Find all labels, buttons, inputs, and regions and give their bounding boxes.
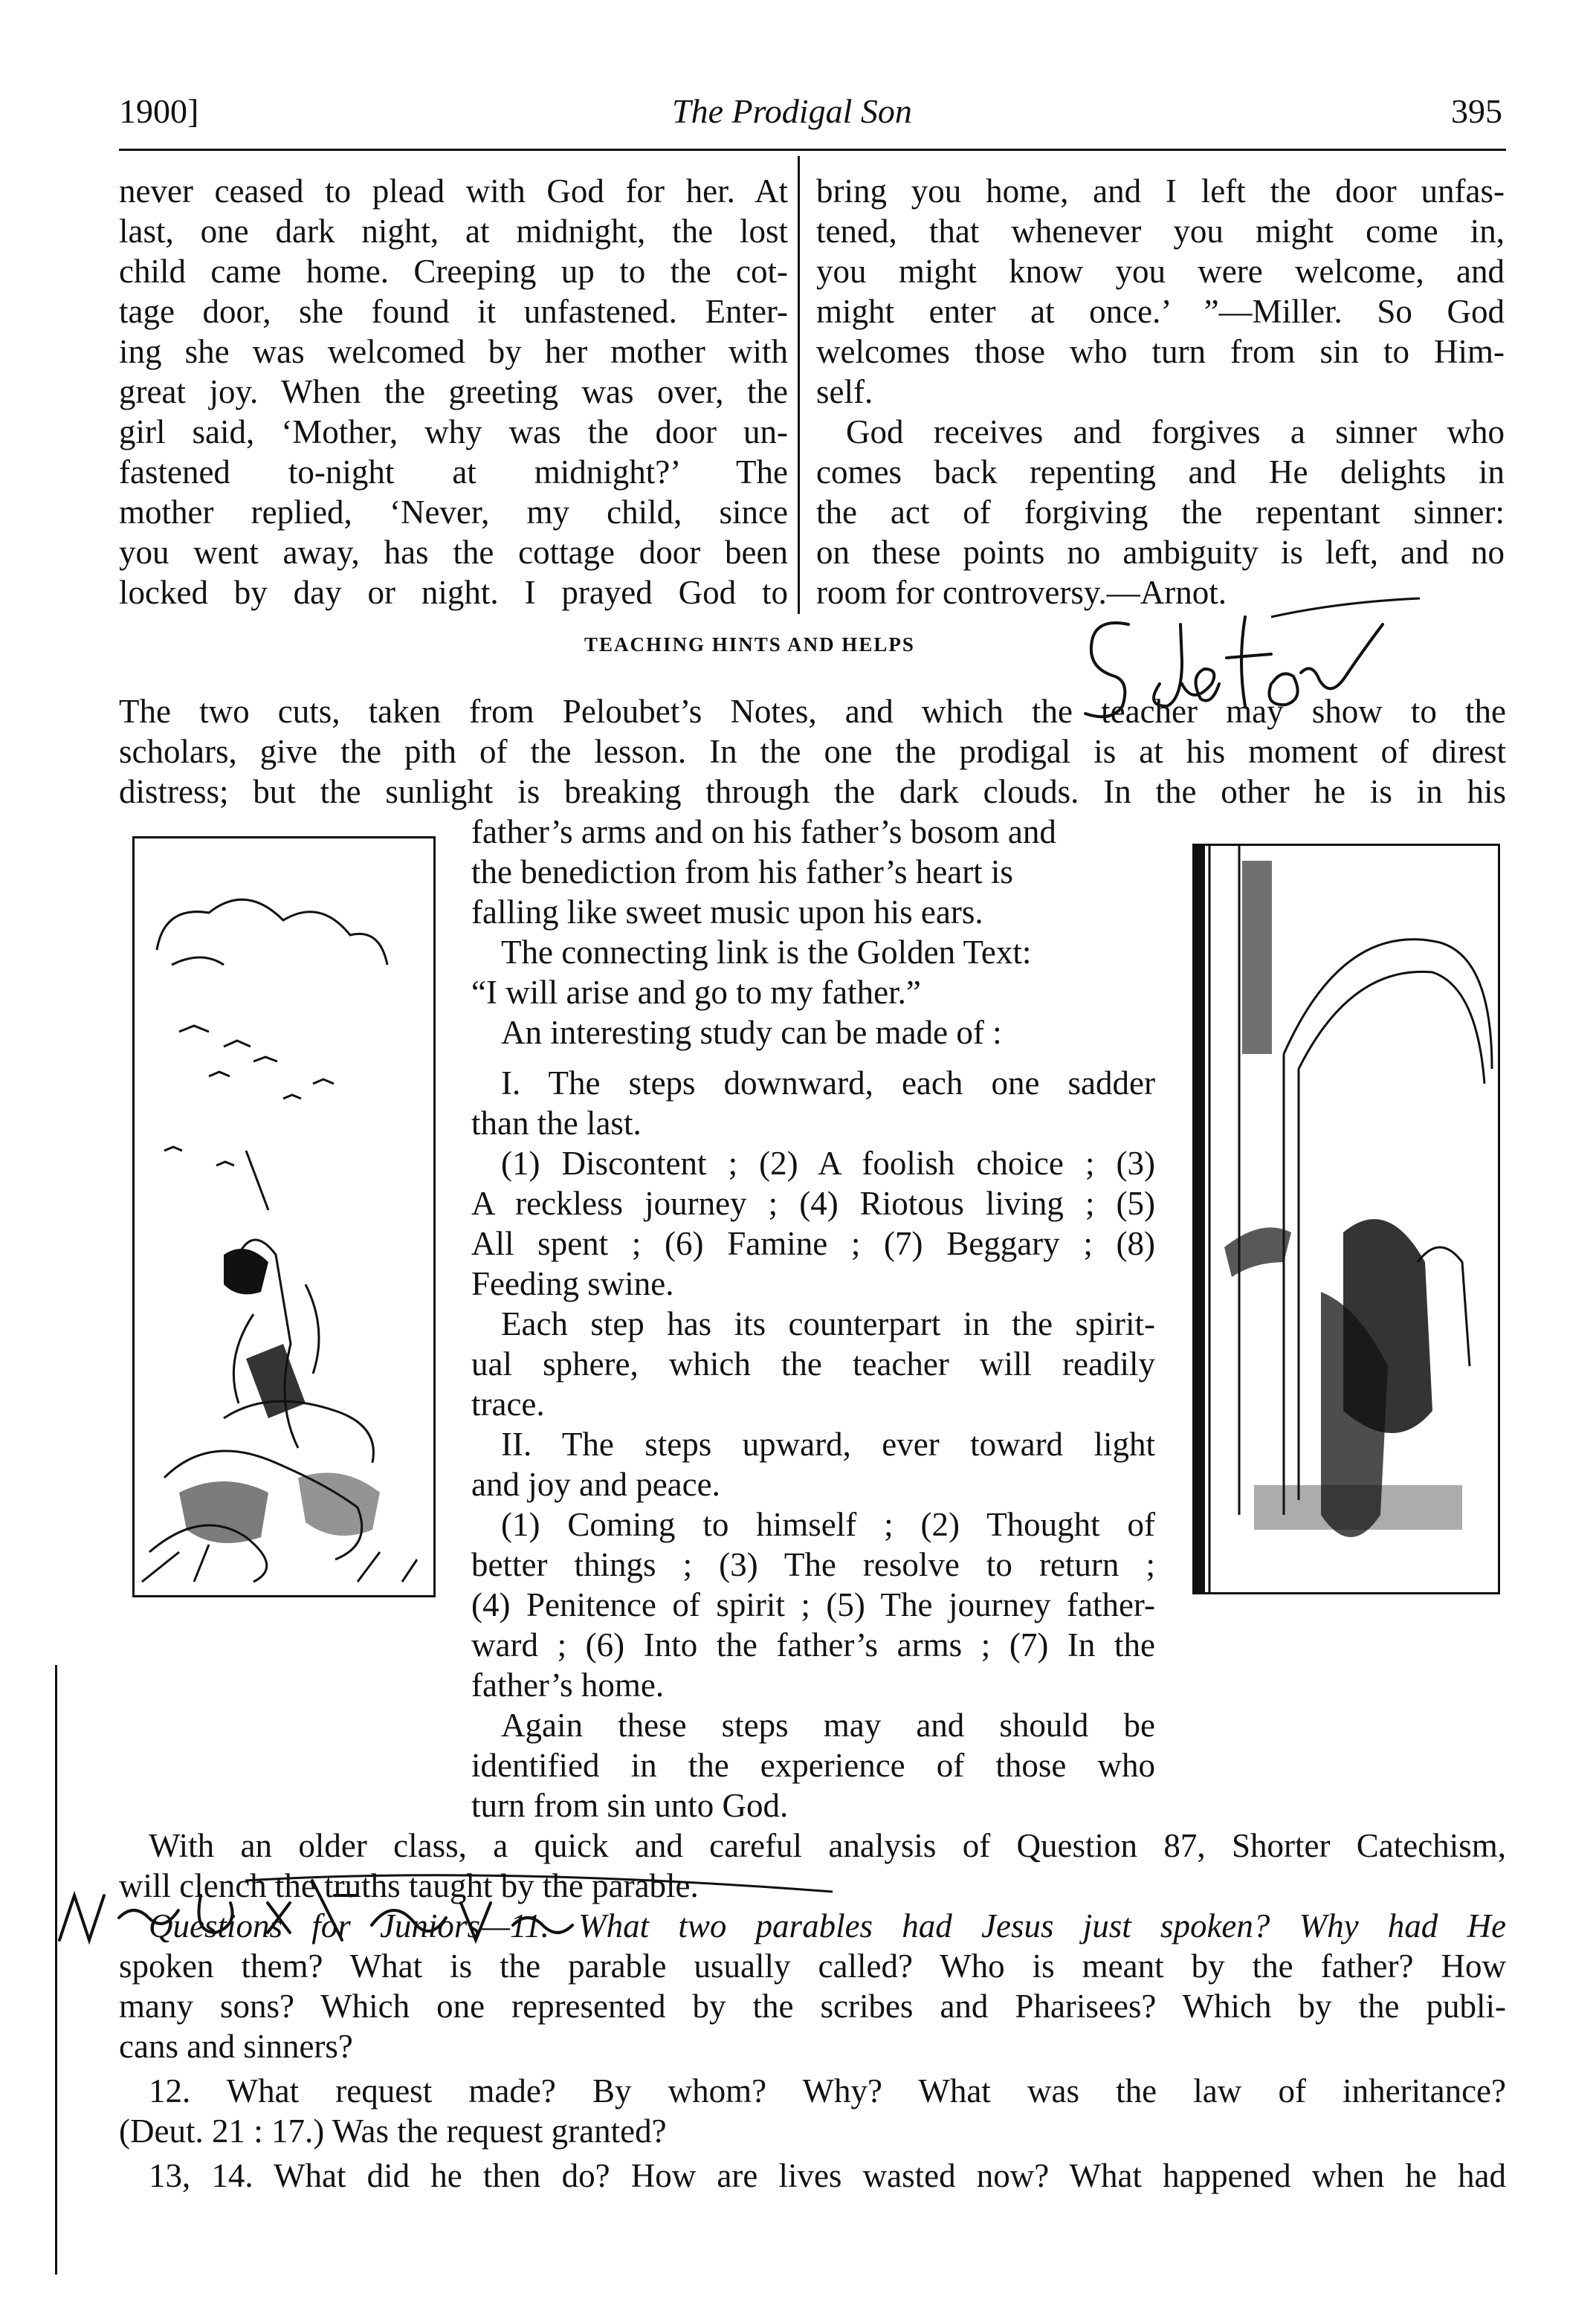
center-line: II. The steps upward, ever toward light <box>501 1426 1155 1463</box>
right-column-line: the act of forgiving the repentant sinner: <box>816 494 1505 531</box>
page-number: 395 <box>1451 92 1502 130</box>
right-column-line: on these points no ambiguity is left, and no <box>816 534 1505 571</box>
swineherd-drawing <box>135 838 433 1595</box>
left-column-line: last, one dark night, at midnight, the lost <box>119 213 788 250</box>
running-header-title: The Prodigal Son <box>672 92 912 130</box>
center-line: father’s home. <box>471 1666 665 1704</box>
center-line: An interesting study can be made of : <box>501 1014 1002 1051</box>
bottom-line: Questions for Juniors—11. What two parables had Jesus just spoken? Why had He <box>149 1907 1506 1944</box>
center-line: “I will arise and go to my father.” <box>471 974 921 1011</box>
right-column-line: tened, that whenever you might come in, <box>816 213 1505 250</box>
running-header-year: 1900] <box>119 92 199 130</box>
center-line: ward ; (6) Into the father’s arms ; (7) In the <box>471 1626 1155 1664</box>
right-column-line: bring you home, and I left the door unfas- <box>816 172 1505 210</box>
center-line: identified in the experience of those who <box>471 1747 1155 1784</box>
center-line: Feeding swine. <box>471 1265 674 1302</box>
center-line: Each step has its counterpart in the spirit- <box>501 1305 1155 1342</box>
left-column-line: ing she was welcomed by her mother with <box>119 333 788 370</box>
right-column-line: self. <box>816 373 873 410</box>
left-column-line: girl said, ‘Mother, why was the door un- <box>119 413 788 450</box>
prodigal-swine-illustration <box>132 836 436 1597</box>
left-column-line: mother replied, ‘Never, my child, since <box>119 494 788 531</box>
right-column-line: might enter at once.’ ”—Miller. So God <box>816 293 1505 330</box>
left-column-line: never ceased to plead with God for her. At <box>119 172 788 210</box>
header-rule <box>119 149 1506 151</box>
left-column-line: you went away, has the cottage door been <box>119 534 788 571</box>
intro-line: distress; but the sunlight is breaking through the dark clouds. In the other he is in his <box>119 773 1506 810</box>
prodigal-return-illustration <box>1192 844 1500 1594</box>
center-line: The connecting link is the Golden Text: <box>501 934 1032 971</box>
center-line: falling like sweet music upon his ears. <box>471 893 983 931</box>
bottom-line: spoken them? What is the parable usually called? Who is meant by the father? How <box>119 1947 1506 1985</box>
center-line: All spent ; (6) Famine ; (7) Beggary ; (8) <box>471 1225 1155 1262</box>
right-column-line: comes back repenting and He delights in <box>816 453 1505 491</box>
center-line: turn from sin unto God. <box>471 1787 789 1824</box>
center-line: father’s arms and on his father’s bosom and <box>471 813 1056 850</box>
center-line: and joy and peace. <box>471 1466 720 1503</box>
left-column-line: fastened to-night at midnight?’ The <box>119 453 788 491</box>
center-line: the benediction from his father’s heart is <box>471 853 1013 890</box>
right-column-line: you might know you were welcome, and <box>816 253 1505 290</box>
bottom-line: cans and sinners? <box>119 2028 353 2065</box>
bottom-line: (Deut. 21 : 17.) Was the request granted? <box>119 2112 667 2150</box>
right-column-line: room for controversy.—Arnot. <box>816 574 1227 611</box>
bottom-line: 12. What request made? By whom? Why? What was the law of inheritance? <box>149 2072 1506 2110</box>
center-line: than the last. <box>471 1105 642 1142</box>
left-column-line: locked by day or night. I prayed God to <box>119 574 788 611</box>
center-line: I. The steps downward, each one sadder <box>501 1064 1155 1102</box>
bottom-line: will clench the truths taught by the parable. <box>119 1867 699 1904</box>
left-column-line: child came home. Creeping up to the cot- <box>119 253 788 290</box>
center-line: (4) Penitence of spirit ; (5) The journey father- <box>471 1586 1155 1623</box>
margin-bar <box>55 1665 57 2275</box>
intro-line: The two cuts, taken from Peloubet’s Notes, and which the teacher may show to the <box>119 693 1506 730</box>
handwritten-margin-mark <box>45 1851 862 1955</box>
center-line: (1) Discontent ; (2) A foolish choice ; (3) <box>501 1145 1155 1182</box>
handwritten-stroke-mark <box>1264 595 1427 624</box>
right-column-line: God receives and forgives a sinner who <box>846 413 1505 450</box>
center-line: ual sphere, which the teacher will readily <box>471 1345 1155 1383</box>
bottom-line: many sons? Which one represented by the scribes and Pharisees? Which by the publi- <box>119 1988 1506 2025</box>
left-column-line: tage door, she found it unfastened. Enter- <box>119 293 788 330</box>
center-line: (1) Coming to himself ; (2) Thought of <box>501 1506 1155 1543</box>
bottom-line: With an older class, a quick and careful analysis of Question 87, Shorter Catechism, <box>149 1827 1506 1864</box>
center-line: better things ; (3) The resolve to return ; <box>471 1546 1155 1583</box>
center-line: trace. <box>471 1386 545 1423</box>
right-column-line: welcomes those who turn from sin to Him- <box>816 333 1505 370</box>
intro-line: scholars, give the pith of the lesson. In the one the prodigal is at his moment of direst <box>119 733 1506 770</box>
column-divider <box>798 156 800 614</box>
section-heading: TEACHING HINTS AND HELPS <box>584 633 915 656</box>
left-column-line: great joy. When the greeting was over, the <box>119 373 788 410</box>
bottom-line: 13, 14. What did he then do? How are lives wasted now? What happened when he had <box>149 2157 1506 2194</box>
center-line: A reckless journey ; (4) Riotous living ; (5) <box>471 1185 1155 1222</box>
center-line: Again these steps may and should be <box>501 1707 1155 1744</box>
father-embrace-drawing <box>1195 846 1498 1592</box>
